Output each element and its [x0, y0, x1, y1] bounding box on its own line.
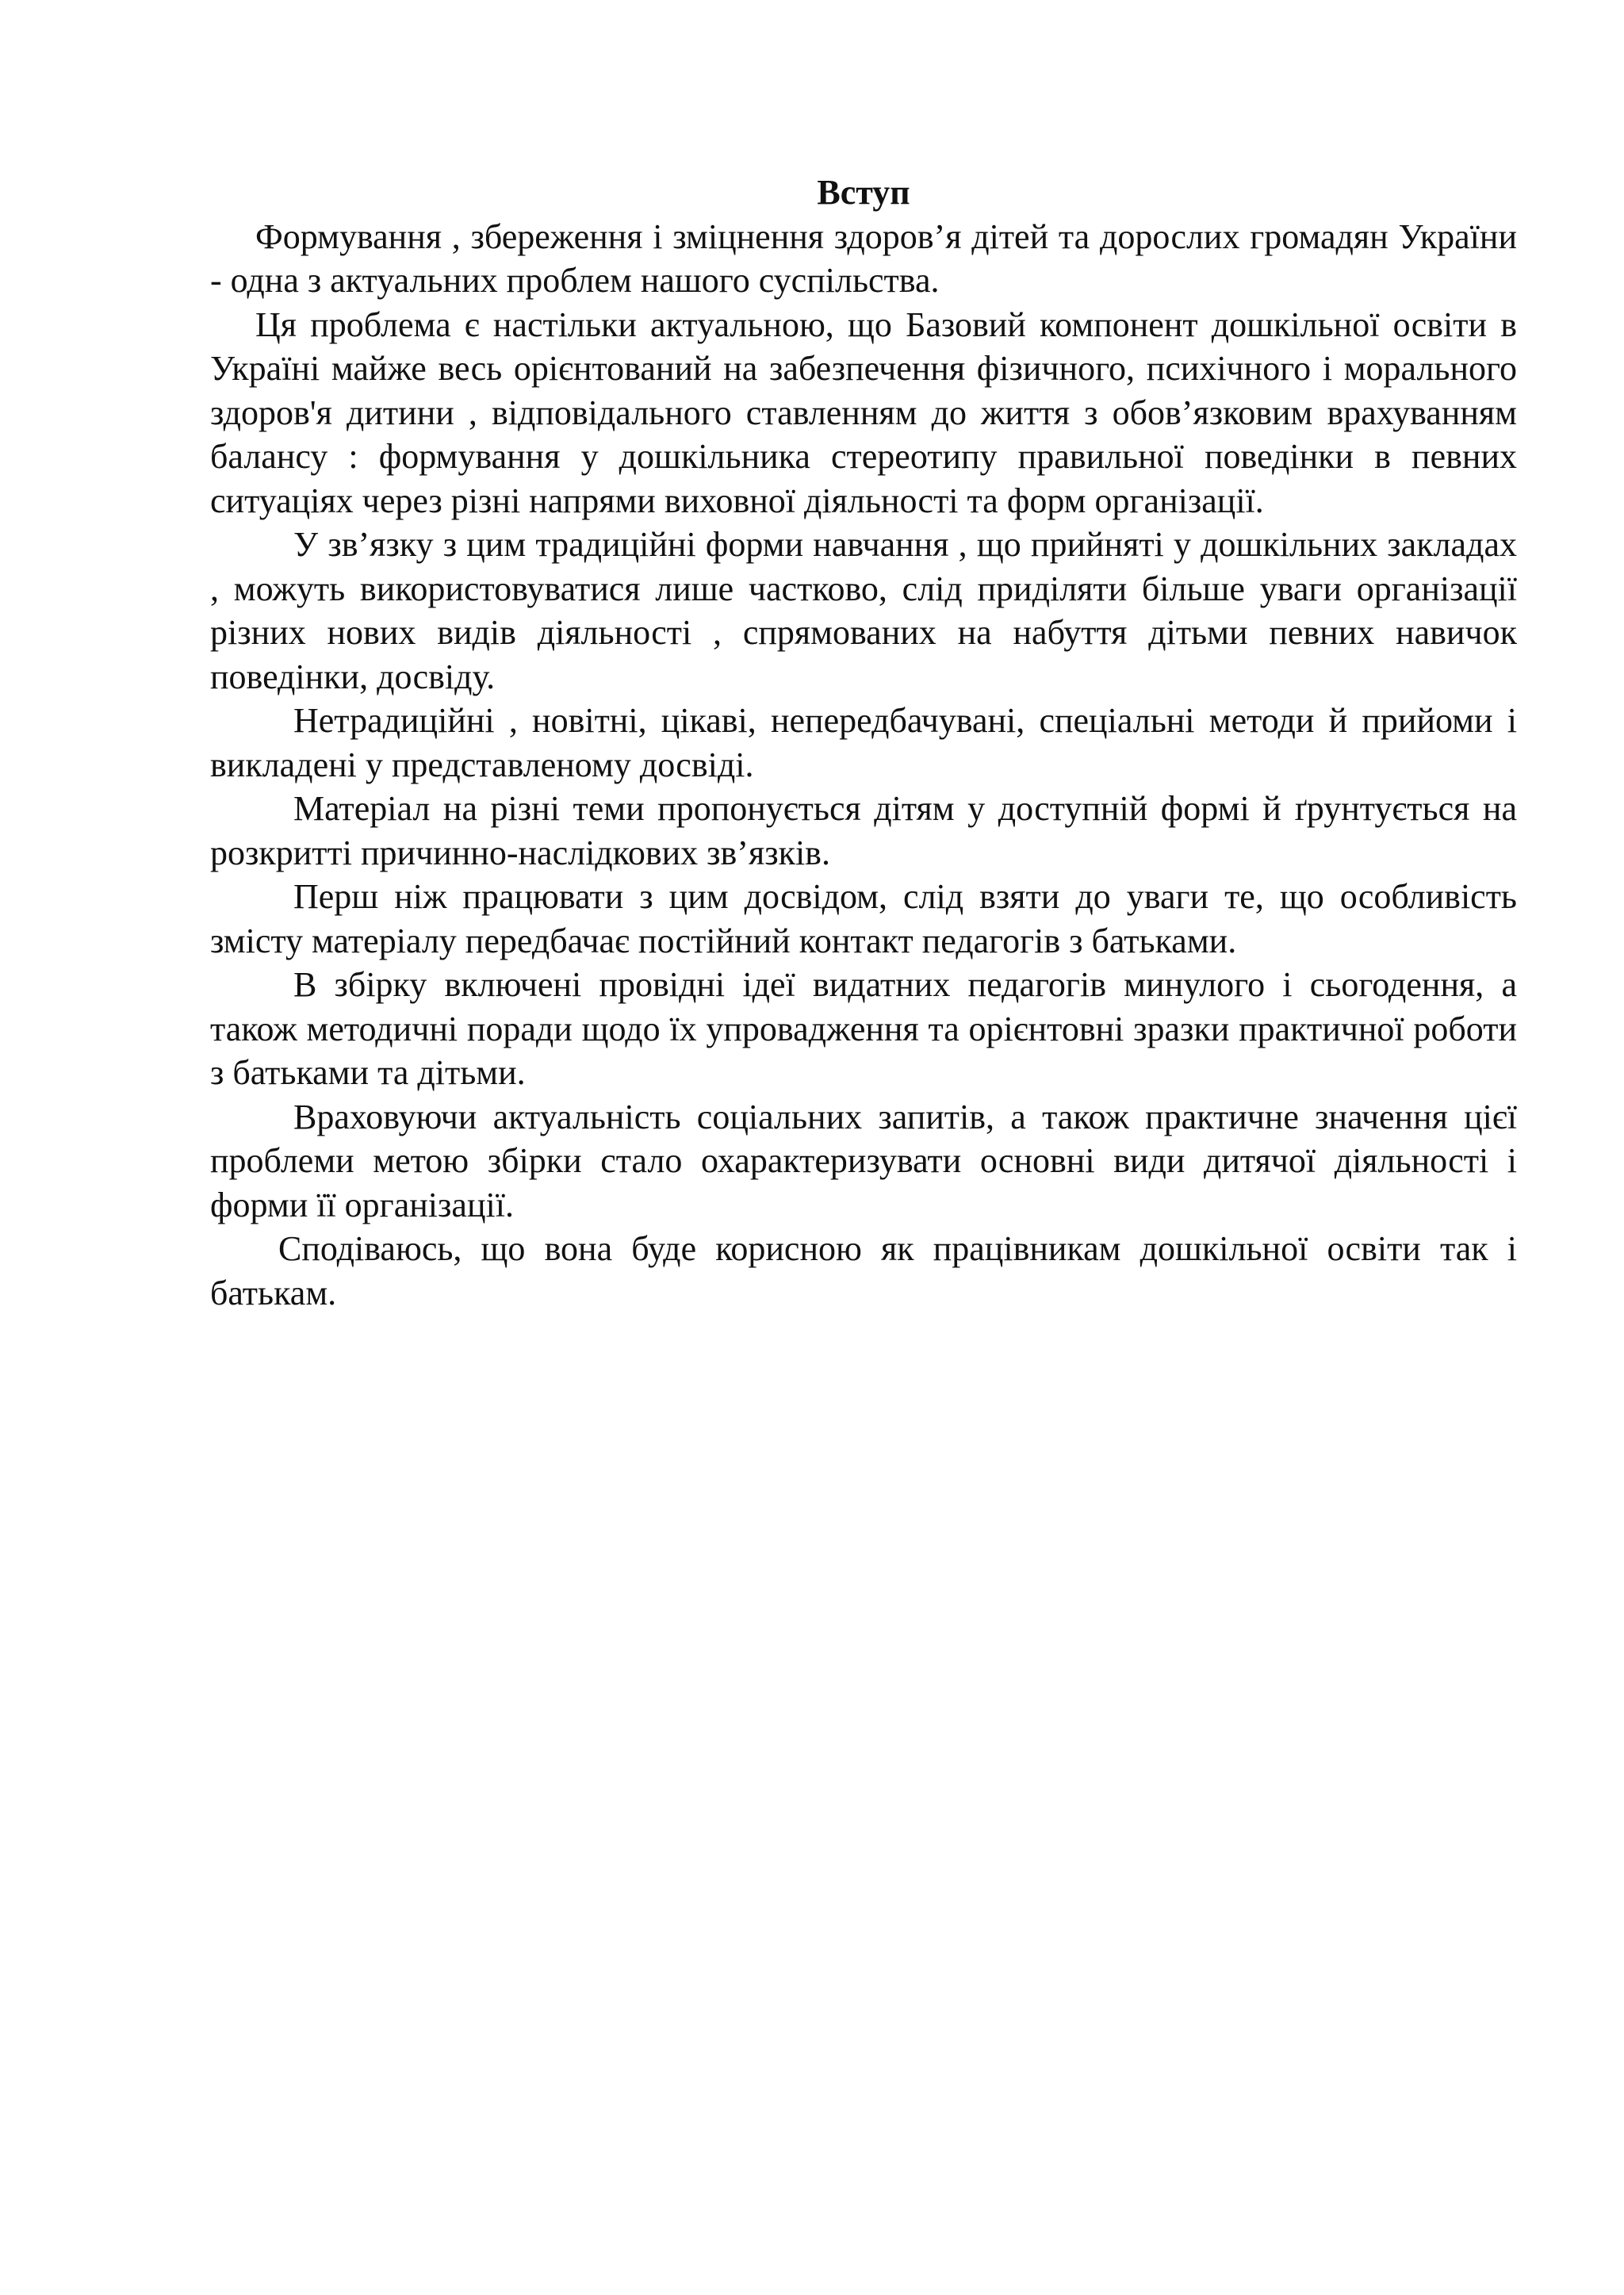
- paragraph-7: В збірку включені провідні ідеї видатних педагогів минулого і сьогодення, а також методичні поради щодо їх упровадження та орієнтовні зразки практичної роботи з батьками та дітьми.: [210, 965, 1517, 1092]
- document-body: [210, 170, 1517, 1315]
- paragraph-5: Матеріал на різні теми пропонується дітям у доступній формі й ґрунтується на розкритті причинно-наслідкових зв’язків.: [210, 789, 1517, 872]
- paragraph-6: Перш ніж працювати з цим досвідом, слід взяти до уваги те, що особливість змісту матеріалу передбачає постійний контакт педагогів з батьками.: [210, 877, 1517, 960]
- document-title: Вступ: [817, 173, 910, 212]
- paragraph-9: Сподіваюсь, що вона буде корисною як працівникам дошкільної освіти так і батькам.: [210, 1229, 1517, 1312]
- paragraph-3: У зв’язку з цим традиційні форми навчання , що прийняті у дошкільних закладах , можуть використовуватися лише частково, слід приділяти більше уваги організації різних нових видів діяльності , спрямованих на набуття дітьми певних навичок поведінки, досвіду.: [210, 525, 1517, 696]
- paragraph-2: Ця проблема є настільки актуальною, що Базовий компонент дошкільної освіти в Україні майже весь орієнтований на забезпечення фізичного, психічного і морального здоров'я дитини , відповідального ставленням до життя з обов’язковим врахуванням балансу : формування у дошкільника стереотипу правильної поведінки в певних ситуаціях через різні напрями виховної діяльності та форм організації.: [210, 305, 1517, 520]
- paragraph-1: Формування , збереження і зміцнення здоров’я дітей та дорослих громадян України - одна з актуальних проблем нашого суспільства.: [210, 216, 1517, 300]
- paragraph-4: Нетрадиційні , новітні, цікаві, непередбачувані, спеціальні методи й прийоми і викладені у представленому досвіді.: [210, 701, 1517, 784]
- paragraph-8: Враховуючи актуальність соціальних запитів, а також практичне значення цієї проблеми метою збірки стало охарактеризувати основні види дитячої діяльності і форми її організації.: [210, 1097, 1517, 1224]
